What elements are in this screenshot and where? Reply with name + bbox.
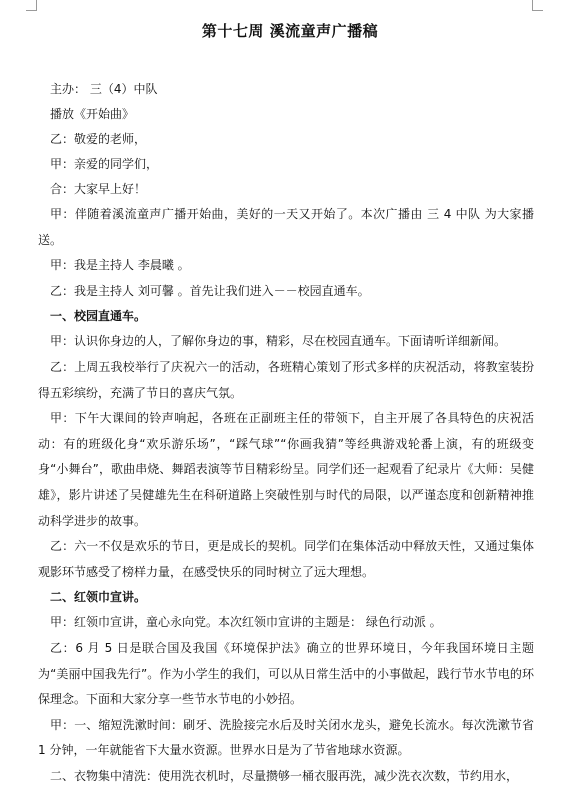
paragraph: 甲：下午大课间的铃声响起，各班在正副班主任的带领下，自主开展了各具特色的庆祝活动：有的班级化身“欢乐游乐场”，“踩气球”“你画我猜”等经典游戏轮番上演，有的班级变身“小舞台”，歌曲串烧、舞蹈表演等节目精彩纷呈。同学们还一起观看了纪录片《大师：吴健雄》，影片讲述了吴健雄先生在科研道路上突破性别与时代的局限，以严谨态度和创新精神推动科学进步的故事。 <box>38 411 534 528</box>
script-line: 乙：敬爱的老师， <box>50 132 147 146</box>
paragraph: 甲：伴随着溪流童声广播开始曲，美好的一天又开始了。本次广播由 三 4 中队 为大家播送。 <box>38 207 534 247</box>
paragraph: 乙：上周五我校举行了庆祝六一的活动，各班精心策划了形式多样的庆祝活动，将教室装扮得五彩缤纷，充满了节日的喜庆气氛。 <box>38 359 534 400</box>
page-corner-mark-right <box>532 0 543 11</box>
script-line: 合：大家早上好！ <box>50 182 147 196</box>
script-line: 播放《开始曲》 <box>50 107 135 121</box>
paragraph: 甲：我是主持人 李晨曦 。 <box>50 258 190 273</box>
paragraph: 甲：一、缩短洗漱时间：刷牙、洗脸接完水后及时关闭水龙头，避免长流水。每次洗漱节省 1 分钟，一年就能省下大量水资源。世界水日是为了节省地球水资源。 <box>38 717 534 758</box>
page-title: 第十七周 溪流童声广播稿 <box>201 22 379 40</box>
paragraph: 甲：红领巾宣讲，童心永向党。本次红领巾宣讲的主题是： 绿色行动派 。 <box>50 615 442 630</box>
section-heading: 二、红领巾宣讲。 <box>50 590 147 605</box>
section-heading: 一、校园直通车。 <box>50 309 147 324</box>
paragraph: 乙：我是主持人 刘可馨 。首先让我们进入－－校园直通车。 <box>50 283 370 298</box>
paragraph: 乙：6 月 5 日是联合国及我国《环境保护法》确立的世界环境日，今年我国环境日主题为“美丽中国我先行”。作为小学生的我们，可以从日常生活中的小事做起，践行节水节电的环保理念。下面和大家分享一些节水节电的小妙招。 <box>38 640 534 707</box>
page-corner-mark-left <box>26 0 37 11</box>
paragraph: 乙：六一不仅是欢乐的节日，更是成长的契机。同学们在集体活动中释放天性，又通过集体观影环节感受了榜样力量，在感受快乐的同时树立了远大理想。 <box>38 539 534 579</box>
paragraph: 甲：认识你身边的人，了解你身边的事，精彩，尽在校园直通车。下面请听详细新闻。 <box>50 334 507 349</box>
paragraph: 二、衣物集中清洗：使用洗衣机时，尽量攒够一桶衣服再洗，减少洗衣次数，节约用水， <box>50 768 519 783</box>
document-page <box>38 20 534 789</box>
host-line: 主办： 三（4）中队 <box>50 82 158 96</box>
script-line: 甲：亲爱的同学们， <box>50 157 159 171</box>
